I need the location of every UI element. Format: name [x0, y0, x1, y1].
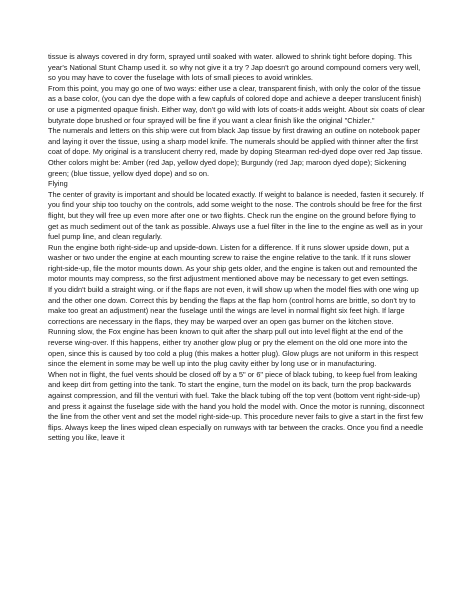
paragraph-tissue-shrinking: tissue is always covered in dry form, sprayed until soaked with water. allowed to shrink tight before doping. This year's National Stunt Champ used it. so why not give it a try ? Jap doesn't go around compound corners very well, so you may have to cover the fuselage with lots of small pieces to avoid wrinkles. — [48, 52, 421, 83]
paragraph-engine-run-test: Run the engine both right-side-up and upside-down. Listen for a difference. If it runs slower upside down, put a washer or two under the engine at each mounting screw to raise the engine relative to the tank. If it runs slower right-side-up, file the motor mounts down. As your ship gets older, and the engine is taken out and remounted the motor mounts may compress, so the first adjustment mentioned above may be necessary to get even settings. — [48, 242, 418, 284]
paragraph-center-of-gravity: The center of gravity is important and should be located exactly. If weight to balance is needed, fasten it securely. If you find your ship too touchy on the controls, add some weight to the nose. The controls should be free for the first flight, but they will free up even more after one or two flights. Check run the engine on the ground before flying to get as much sediment out of the tank as possible. Always use a fuel filter in the line to the engine as well as in your fuel pump line, and clean regularly. — [48, 189, 424, 242]
paragraph-starting-engine: When not in flight, the fuel vents should be closed off by a 5" or 6" piece of black tubing, to keep fuel from leaking and keep dirt from getting into the tank. To start the engine, turn the model on its back, turn the prop backwards against compression, and fill the venturi with fuel. Take the black tubing off the top vent (bottom vent right-side-up) and press it against the fuselage side with the hand you hold the model with. Once the motor is running, disconnect the line from the other vent and set the model right-side-up. This procedure never fails to give a start in the first few flips. Always keep the lines wiped clean especially on runways with tar between the cracks. Once you find a needle setting you like, leave it — [48, 369, 425, 443]
section-heading-flying: Flying — [48, 179, 68, 189]
paragraph-wing-flaps: If you didn't build a straight wing. or if the flaps are not even, it will show up when the model flies with one wing up and the other one down. Correct this by bending the flaps at the flap horn (control horns are brittle, so don't try to make too great an adjustment) near the fuselage until the wings are level in normal flight six feet high. If large corrections are necessary in the flaps, they may be warped over an open gas burner on the kitchen stove. — [48, 285, 419, 326]
document-page — [48, 52, 428, 444]
paragraph-finish-options: From this point, you may go one of two ways: either use a clear, transparent finish, with only the color of the tissue as a base color, (you can dye the dope with a few capfuls of colored dope and achieve a deeper translucent finish) or use a pigmented opaque finish. Either way, don't go wild with lots of coats-it adds weight. About six coats of clear butyrate dope brushed or four sprayed will be fine if you want a clear finish like the original "Chizler." — [48, 83, 425, 125]
paragraph-numerals-colors: The numerals and letters on this ship were cut from black Jap tissue by first drawing an outline on notebook paper and laying it over the tissue, using a sharp model knife. The numerals should be applied with thinner after the first coat of dope. My original is a translucent cherry red, made by doping Stearman red-dyed dope over red Jap tissue. Other colors might be: Amber (red Jap, yellow dyed dope); Burgundy (red Jap; maroon dyed dope); Sickening green; (blue tissue, yellow dyed dope) and so on. — [48, 126, 423, 178]
paragraph-glow-plug: Running slow, the Fox engine has been known to quit after the sharp pull out into level flight at the end of the reverse wing-over. If this happens, either try another glow plug or pry the element on the old one more into the open, since this is caused by too cold a plug (this makes a hotter plug). Glow plugs are not uniform in this respect since the element in some may be well up into the plug cavity either by long use or in manufacturing. — [48, 327, 419, 369]
